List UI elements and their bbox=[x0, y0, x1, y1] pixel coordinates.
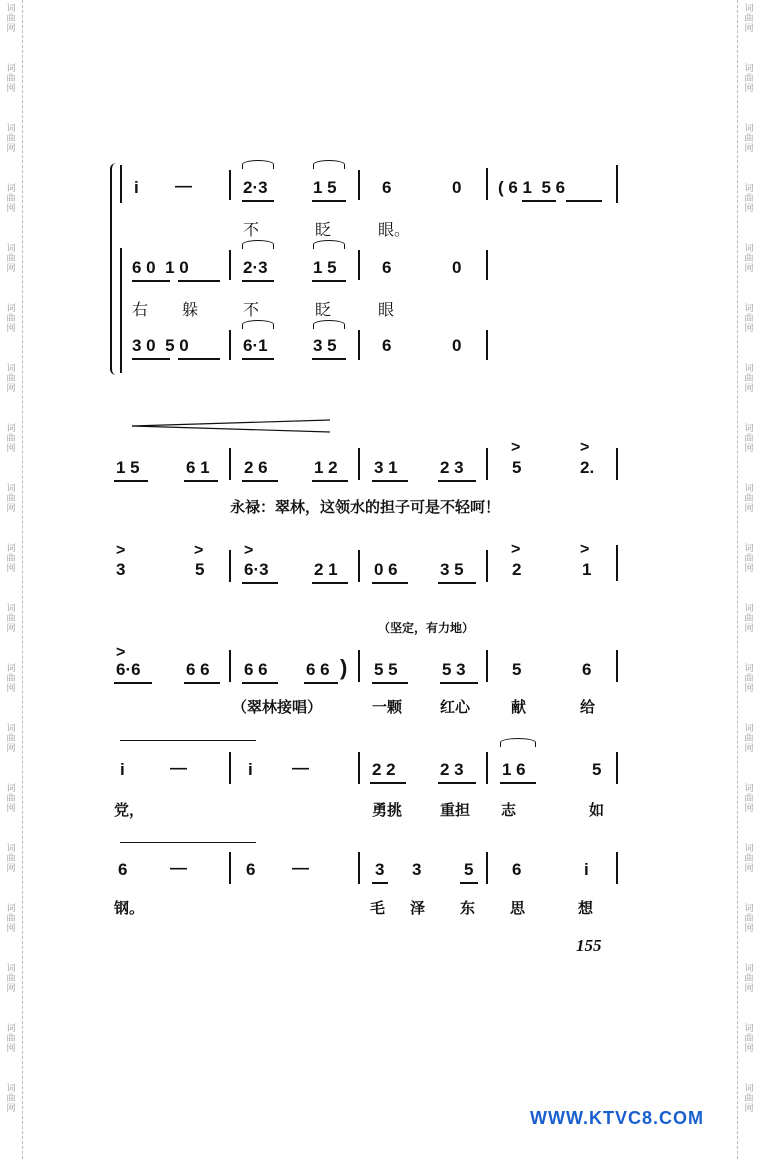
note: ( 6 1 5 6 bbox=[498, 178, 566, 197]
accent-mark: > bbox=[116, 644, 126, 661]
page-number: 155 bbox=[576, 936, 602, 955]
note: 5 bbox=[195, 560, 205, 579]
barline bbox=[616, 448, 618, 480]
note: 2 6 bbox=[244, 458, 268, 477]
lyric: 不 bbox=[243, 220, 260, 239]
lyric: 毛 bbox=[370, 899, 386, 917]
underline bbox=[372, 480, 408, 482]
barline bbox=[616, 165, 618, 203]
underline bbox=[242, 682, 278, 684]
underline bbox=[372, 682, 408, 684]
note: i bbox=[120, 760, 125, 779]
note: 1 5 bbox=[116, 458, 140, 477]
underline bbox=[184, 480, 218, 482]
note: 6·3 bbox=[244, 560, 269, 579]
slur bbox=[313, 160, 345, 169]
note: 6 0 1 0 bbox=[132, 258, 189, 277]
note: 5 bbox=[512, 660, 522, 679]
note: 0 bbox=[452, 258, 462, 277]
note: i bbox=[248, 760, 253, 779]
underline bbox=[178, 358, 220, 360]
note: 6 bbox=[582, 660, 592, 679]
lyric: 给 bbox=[580, 698, 596, 716]
barline bbox=[486, 168, 488, 200]
note: 6 6 bbox=[244, 660, 268, 679]
note: 0 bbox=[452, 336, 462, 355]
note: 1 5 bbox=[313, 178, 337, 197]
lyric: （翠林接唱） bbox=[232, 698, 323, 716]
barline bbox=[229, 170, 231, 200]
underline bbox=[440, 682, 478, 684]
note: 5 3 bbox=[442, 660, 466, 679]
accent-mark: > bbox=[511, 439, 521, 456]
watermark-text: 词 曲 网 bbox=[744, 964, 754, 994]
underline bbox=[178, 280, 220, 282]
lyric: 眼。 bbox=[378, 220, 411, 239]
watermark-text: 词 曲 网 bbox=[6, 364, 16, 394]
lyric: 红心 bbox=[440, 698, 471, 716]
watermark-text: 词 曲 网 bbox=[6, 304, 16, 334]
watermark-text: 词 曲 网 bbox=[744, 1024, 754, 1054]
note: 3 bbox=[412, 860, 422, 879]
underline bbox=[566, 200, 602, 202]
note: 6 bbox=[382, 178, 392, 197]
barline bbox=[229, 650, 231, 682]
lyric: 如 bbox=[589, 801, 605, 819]
underline bbox=[460, 882, 478, 884]
barline bbox=[229, 852, 231, 884]
decrescendo-hairpin bbox=[130, 418, 332, 434]
site-url-text: WWW.KTVC8.COM bbox=[530, 1108, 704, 1128]
barline bbox=[229, 448, 231, 480]
underline bbox=[312, 358, 346, 360]
note: 6 bbox=[382, 336, 392, 355]
note: 2 3 bbox=[440, 458, 464, 477]
note: 2 2 bbox=[372, 760, 396, 779]
note: 6 bbox=[246, 860, 256, 879]
underline bbox=[312, 200, 346, 202]
watermark-text: 词 曲 网 bbox=[744, 724, 754, 754]
underline bbox=[438, 782, 476, 784]
note: 5 5 bbox=[374, 660, 398, 679]
lyric: 重担 bbox=[440, 801, 471, 819]
barline bbox=[358, 170, 360, 200]
note: 2 bbox=[512, 560, 522, 579]
watermark-text: 词 曲 网 bbox=[744, 784, 754, 814]
watermark-text: 词 曲 网 bbox=[744, 1084, 754, 1114]
watermark-text: 词 曲 网 bbox=[744, 244, 754, 274]
lyric: 党， bbox=[114, 801, 145, 819]
right-watermark-strip bbox=[737, 0, 760, 1159]
note: 5 bbox=[464, 860, 474, 879]
underline bbox=[312, 582, 348, 584]
underline bbox=[242, 280, 274, 282]
barline bbox=[486, 330, 488, 360]
barline bbox=[358, 250, 360, 280]
watermark-text: 词 曲 网 bbox=[6, 844, 16, 874]
barline bbox=[486, 650, 488, 682]
note: 3 5 bbox=[440, 560, 464, 579]
note: 2·3 bbox=[243, 258, 268, 277]
lyric: 眨 bbox=[315, 220, 332, 239]
underline bbox=[312, 280, 346, 282]
barline bbox=[486, 550, 488, 582]
lyric: 志 bbox=[501, 801, 517, 819]
lyric: 勇挑 bbox=[372, 801, 403, 819]
slur bbox=[500, 738, 536, 747]
barline bbox=[120, 165, 122, 203]
watermark-text: 词 曲 网 bbox=[744, 664, 754, 694]
watermark-text: 词 曲 网 bbox=[6, 1024, 16, 1054]
dash: — bbox=[170, 858, 187, 877]
barline bbox=[616, 852, 618, 884]
watermark-text: 词 曲 网 bbox=[744, 904, 754, 934]
underline bbox=[370, 782, 406, 784]
watermark-text: 词 曲 网 bbox=[6, 184, 16, 214]
watermark-text: 词 曲 网 bbox=[744, 844, 754, 874]
left-watermark-strip bbox=[0, 0, 23, 1159]
barline bbox=[486, 852, 488, 884]
underline bbox=[522, 200, 556, 202]
watermark-text: 词 曲 网 bbox=[744, 604, 754, 634]
note: 1 6 bbox=[502, 760, 526, 779]
watermark-text: 词 曲 网 bbox=[6, 724, 16, 754]
barline bbox=[616, 545, 618, 581]
note: 6 bbox=[512, 860, 522, 879]
watermark-text: 词 曲 网 bbox=[6, 904, 16, 934]
barline bbox=[358, 550, 360, 582]
accent-mark: > bbox=[580, 439, 590, 456]
watermark-text: 词 曲 网 bbox=[6, 544, 16, 574]
note: 2 3 bbox=[440, 760, 464, 779]
watermark-text: 词 曲 网 bbox=[744, 424, 754, 454]
watermark-text: 词 曲 网 bbox=[744, 184, 754, 214]
watermark-text: 词 曲 网 bbox=[744, 304, 754, 334]
lyric: 想 bbox=[578, 899, 594, 917]
watermark-text: 词 曲 网 bbox=[6, 64, 16, 94]
barline bbox=[229, 550, 231, 582]
note: 2. bbox=[580, 458, 595, 477]
underline bbox=[184, 682, 220, 684]
lyric: 躲 bbox=[182, 300, 199, 319]
accent-mark: > bbox=[580, 541, 590, 558]
barline bbox=[486, 448, 488, 480]
slur bbox=[242, 240, 274, 249]
note: 3 bbox=[375, 860, 385, 879]
note: 2 1 bbox=[314, 560, 338, 579]
lyric: 眨 bbox=[315, 300, 332, 319]
lyric: 一颗 bbox=[372, 698, 403, 716]
note: 3 1 bbox=[374, 458, 398, 477]
slur bbox=[242, 320, 274, 329]
underline bbox=[312, 480, 348, 482]
watermark-text: 词 曲 网 bbox=[744, 484, 754, 514]
note: 3 bbox=[116, 560, 126, 579]
watermark-text: 词 曲 网 bbox=[744, 364, 754, 394]
system-brace bbox=[110, 163, 120, 375]
lyric: 泽 bbox=[410, 899, 426, 917]
dash: — bbox=[292, 858, 309, 877]
underline bbox=[372, 882, 388, 884]
slur bbox=[313, 320, 345, 329]
note: 6·1 bbox=[243, 336, 268, 355]
lyric: 思 bbox=[510, 899, 526, 917]
accent-mark: > bbox=[194, 542, 204, 559]
note: 1 2 bbox=[314, 458, 338, 477]
watermark-text: 词 曲 网 bbox=[6, 664, 16, 694]
watermark-text: 词 曲 网 bbox=[6, 484, 16, 514]
barline bbox=[358, 752, 360, 784]
note: 3 5 bbox=[313, 336, 337, 355]
underline bbox=[114, 682, 152, 684]
tie bbox=[120, 842, 256, 843]
lyric: 眼 bbox=[378, 300, 395, 319]
watermark-text: 词 曲 网 bbox=[744, 64, 754, 94]
barline bbox=[486, 752, 488, 784]
note: 0 6 bbox=[374, 560, 398, 579]
site-watermark-url[interactable] bbox=[530, 1108, 704, 1129]
note: 5 bbox=[512, 458, 522, 477]
underline bbox=[304, 682, 338, 684]
watermark-text: 词 曲 网 bbox=[6, 124, 16, 154]
underline bbox=[132, 280, 170, 282]
watermark-text: 词 曲 网 bbox=[6, 244, 16, 274]
barline bbox=[229, 330, 231, 360]
dash: — bbox=[175, 176, 192, 195]
note: 6·6 bbox=[116, 660, 141, 679]
accent-mark: > bbox=[244, 542, 254, 559]
barline bbox=[229, 752, 231, 784]
barline bbox=[616, 752, 618, 784]
watermark-text: 词 曲 网 bbox=[6, 604, 16, 634]
barline bbox=[358, 852, 360, 884]
barline bbox=[616, 650, 618, 682]
watermark-text: 词 曲 网 bbox=[6, 784, 16, 814]
underline bbox=[132, 358, 170, 360]
note: 6 bbox=[118, 860, 128, 879]
underline bbox=[500, 782, 536, 784]
lyric: 不 bbox=[243, 300, 260, 319]
note: i bbox=[134, 178, 139, 197]
lyric: 东 bbox=[460, 899, 476, 917]
watermark-text: 词 曲 网 bbox=[6, 964, 16, 994]
note: i bbox=[584, 860, 589, 879]
underline bbox=[242, 480, 278, 482]
lyric: 献 bbox=[511, 698, 527, 716]
barline bbox=[358, 448, 360, 480]
note: 6 6 bbox=[186, 660, 210, 679]
underline bbox=[438, 582, 476, 584]
watermark-text: 词 曲 网 bbox=[744, 124, 754, 154]
dash: — bbox=[170, 758, 187, 777]
paren-close: ) bbox=[340, 655, 348, 680]
accent-mark: > bbox=[511, 541, 521, 558]
barline bbox=[229, 250, 231, 280]
watermark-text: 词 曲 网 bbox=[744, 544, 754, 574]
barline bbox=[486, 250, 488, 280]
lyric: 钢。 bbox=[114, 899, 145, 917]
note: 6 1 bbox=[186, 458, 210, 477]
note: 1 bbox=[582, 560, 592, 579]
slur bbox=[242, 160, 274, 169]
note: 2·3 bbox=[243, 178, 268, 197]
note: 1 5 bbox=[313, 258, 337, 277]
underline bbox=[242, 358, 274, 360]
note: 3 0 5 0 bbox=[132, 336, 189, 355]
barline bbox=[120, 248, 122, 373]
watermark-text: 词 曲 网 bbox=[6, 4, 16, 34]
watermark-text: 词 曲 网 bbox=[744, 4, 754, 34]
slur bbox=[313, 240, 345, 249]
tie bbox=[120, 740, 256, 741]
barline bbox=[358, 650, 360, 682]
spoken-line: 永禄：翠林，这领水的担子可是不轻呵！ bbox=[230, 498, 501, 516]
performance-direction: （坚定，有力地） bbox=[378, 621, 475, 635]
watermark-text: 词 曲 网 bbox=[6, 424, 16, 454]
underline bbox=[242, 200, 274, 202]
underline bbox=[114, 480, 148, 482]
accent-mark: > bbox=[116, 542, 126, 559]
watermark-text: 词 曲 网 bbox=[6, 1084, 16, 1114]
lyric: 右 bbox=[132, 300, 149, 319]
underline bbox=[438, 480, 476, 482]
note: 5 bbox=[592, 760, 602, 779]
note: 0 bbox=[452, 178, 462, 197]
underline bbox=[372, 582, 408, 584]
dash: — bbox=[292, 758, 309, 777]
underline bbox=[242, 582, 278, 584]
note: 6 bbox=[382, 258, 392, 277]
note: 6 6 bbox=[306, 660, 330, 679]
barline bbox=[358, 330, 360, 360]
